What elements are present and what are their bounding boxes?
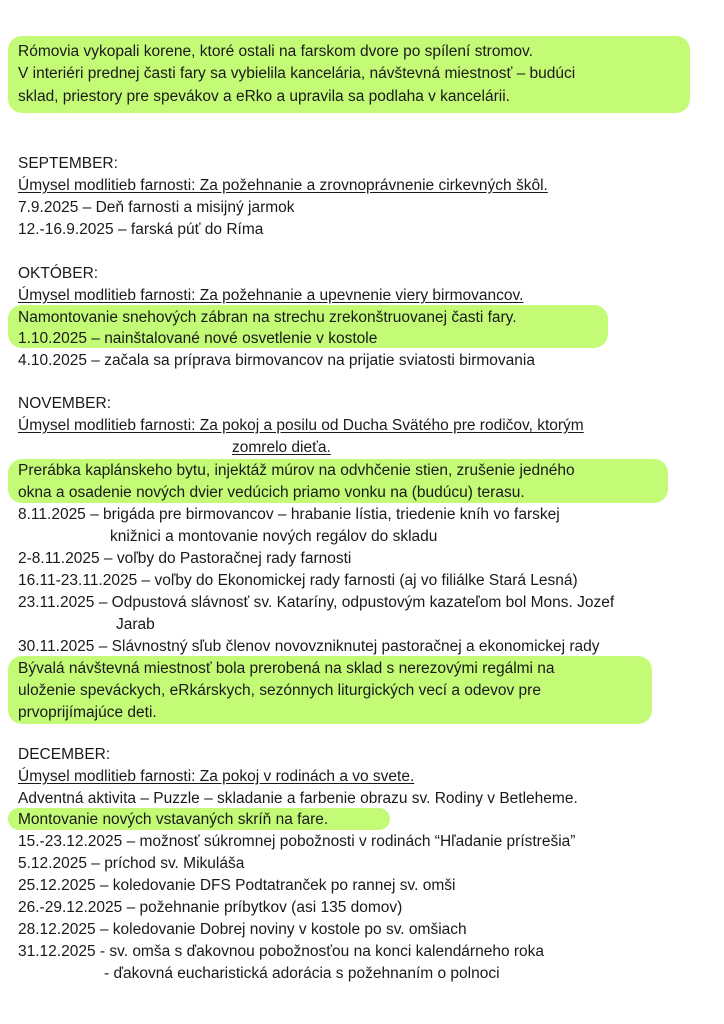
event-item: 12.-16.9.2025 – farská púť do Ríma bbox=[18, 221, 264, 238]
intro-line: V interiéri prednej časti fary sa vybielila kancelária, návštevná miestnosť – budúci bbox=[18, 65, 576, 82]
event-item: 30.11.2025 – Slávnostný sľub členov novovzniknutej pastoračnej a ekonomickej rady bbox=[18, 638, 600, 655]
highlight-text: Bývalá návštevná miestnosť bola prerobená na sklad s nerezovými regálmi na bbox=[18, 660, 555, 677]
highlight-text: Prerábka kaplánskeho bytu, injektáž múrov na odvhčenie stien, zrušenie jedného bbox=[18, 462, 575, 479]
prayer-intention: Úmysel modlitieb farnosti: Za pokoj a posilu od Ducha Svätého pre rodičov, ktorým bbox=[18, 417, 584, 434]
event-item: 5.12.2025 – príchod sv. Mikuláša bbox=[18, 855, 245, 872]
prayer-intention-continued: zomrelo dieťa. bbox=[232, 439, 331, 456]
event-item: 15.-23.12.2025 – možnosť súkromnej pobožnosti v rodinách “Hľadanie prístrešia” bbox=[18, 833, 576, 850]
intro-line: sklad, priestory pre spevákov a eRko a upravila sa podlaha v kancelárii. bbox=[18, 88, 510, 105]
highlight-text: 1.10.2025 – nainštalované nové osvetlenie v kostole bbox=[18, 330, 378, 347]
event-item: 28.12.2025 – koledovanie Dobrej noviny v kostole po sv. omšiach bbox=[18, 921, 467, 938]
event-item: 25.12.2025 – koledovanie DFS Podtatranček po rannej sv. omši bbox=[18, 877, 456, 894]
intro-line: Rómovia vykopali korene, ktoré ostali na farskom dvore po spílení stromov. bbox=[18, 43, 533, 60]
event-item: 16.11-23.11.2025 – voľby do Ekonomickej rady farnosti (aj vo filiálke Stará Lesná) bbox=[18, 572, 578, 589]
event-item: 8.11.2025 – brigáda pre birmovancov – hrabanie lístia, triedenie kníh vo farskej bbox=[18, 506, 560, 523]
highlight-text: uloženie speváckych, eRkárskych, sezónnych liturgických vecí a odevov pre bbox=[18, 682, 541, 699]
highlight-text: Montovanie nových vstavaných skríň na fare. bbox=[18, 811, 329, 828]
highlight-text: prvoprijímajúce deti. bbox=[18, 704, 157, 721]
month-heading-december: DECEMBER: bbox=[18, 746, 111, 763]
highlight-text: Namontovanie snehových zábran na strechu zrekonštruovanej časti fary. bbox=[18, 309, 517, 326]
month-heading-september: SEPTEMBER: bbox=[18, 155, 118, 172]
prayer-intention: Úmysel modlitieb farnosti: Za pokoj v rodinách a vo svete. bbox=[18, 768, 415, 785]
event-item: 31.12.2025 - sv. omša s ďakovnou pobožnosťou na konci kalendárneho roka bbox=[18, 943, 545, 960]
event-item: Adventná aktivita – Puzzle – skladanie a farbenie obrazu sv. Rodiny v Betleheme. bbox=[18, 790, 578, 807]
event-item: 26.-29.12.2025 – požehnanie príbytkov (asi 135 domov) bbox=[18, 899, 403, 916]
event-item-continued: Jarab bbox=[116, 616, 155, 633]
event-item: 7.9.2025 – Deň farnosti a misijný jarmok bbox=[18, 199, 295, 216]
highlight-text: okna a osadenie nových dvier vedúcich priamo vonku na (budúcu) terasu. bbox=[18, 484, 525, 501]
prayer-intention: Úmysel modlitieb farnosti: Za požehnanie a upevnenie viery birmovancov. bbox=[18, 287, 524, 304]
event-item: 2-8.11.2025 – voľby do Pastoračnej rady farnosti bbox=[18, 550, 352, 567]
event-item: 23.11.2025 – Odpustová slávnosť sv. Kataríny, odpustovým kazateľom bol Mons. Jozef bbox=[18, 594, 615, 611]
event-item: 4.10.2025 – začala sa príprava birmovancov na prijatie sviatosti birmovania bbox=[18, 352, 535, 369]
month-heading-october: OKTÓBER: bbox=[18, 265, 99, 282]
month-heading-november: NOVEMBER: bbox=[18, 395, 112, 412]
event-item-continued: - ďakovná eucharistická adorácia s požehnaním o polnoci bbox=[104, 965, 500, 982]
prayer-intention: Úmysel modlitieb farnosti: Za požehnanie a zrovnoprávnenie cirkevných škôl. bbox=[18, 177, 548, 194]
event-item-continued: knižnici a montovanie nových regálov do skladu bbox=[110, 528, 438, 545]
